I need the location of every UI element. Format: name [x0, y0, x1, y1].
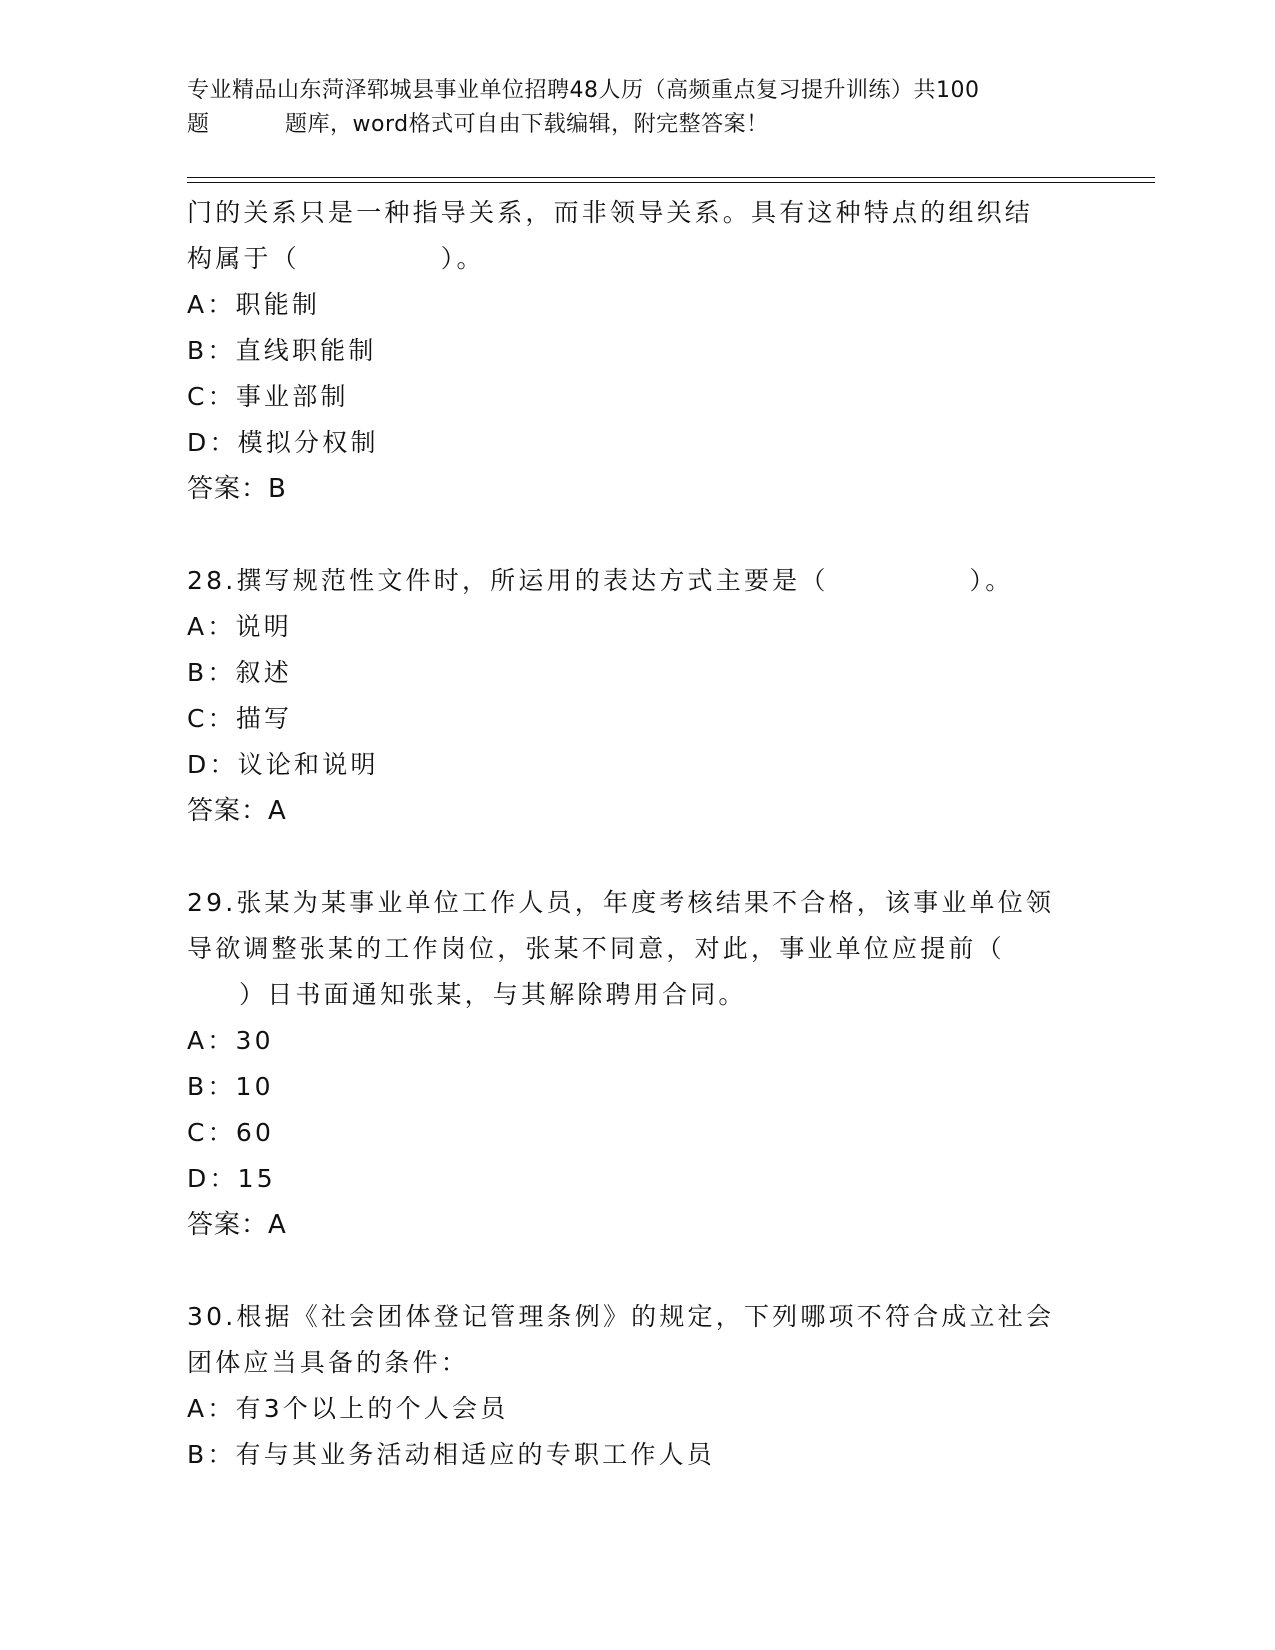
question-30 — [187, 1294, 1107, 1478]
header-subtitle-text: 题库，word格式可自由下载编辑，附完整答案！ — [285, 112, 769, 137]
question-stem: 构属于（ ）。 — [187, 244, 485, 273]
answer-text: 答案：A — [187, 1210, 287, 1240]
option-a: A：有3个以上的个人会员 — [187, 1394, 509, 1423]
question-stem: 28.撰写规范性文件时，所运用的表达方式主要是（ ）。 — [187, 566, 1014, 595]
question-29 — [187, 880, 1107, 1248]
header-divider-bottom — [187, 182, 1155, 183]
question-stem: 导欲调整张某的工作岗位，张某不同意，对此，事业单位应提前（ — [187, 934, 1005, 963]
option-d: D：模拟分权制 — [187, 428, 379, 457]
question-spacer — [187, 1248, 1107, 1294]
option-d: D：15 — [187, 1164, 276, 1193]
option-b: B：有与其业务活动相适应的专职工作人员 — [187, 1440, 715, 1469]
question-stem: 门的关系只是一种指导关系，而非领导关系。具有这种特点的组织结 — [187, 198, 1034, 227]
option-c: C：事业部制 — [187, 382, 349, 411]
header-line-2 — [187, 108, 1087, 142]
option-c: C：60 — [187, 1118, 275, 1147]
option-d: D：议论和说明 — [187, 750, 379, 779]
answer-text: 答案：B — [187, 474, 287, 504]
question-stem: 团体应当具备的条件： — [187, 1348, 470, 1377]
option-b: B：直线职能制 — [187, 336, 377, 365]
question-stem: 29.张某为某事业单位工作人员，年度考核结果不合格，该事业单位领 — [187, 888, 1055, 917]
document-header — [187, 74, 1087, 142]
option-c: C：描写 — [187, 704, 293, 733]
header-title-continuation: 题 — [187, 112, 210, 137]
question-27 — [187, 190, 1107, 512]
question-28 — [187, 558, 1107, 834]
option-a: A：说明 — [187, 612, 292, 641]
answer-text: 答案：A — [187, 796, 287, 826]
header-title-text: 专业精品山东菏泽郓城县事业单位招聘48人历（高频重点复习提升训练）共100 — [187, 78, 980, 103]
question-stem: 30.根据《社会团体登记管理条例》的规定，下列哪项不符合成立社会 — [187, 1302, 1055, 1331]
question-stem: ）日书面通知张某，与其解除聘用合同。 — [239, 980, 747, 1009]
question-spacer — [187, 834, 1107, 880]
question-content — [187, 190, 1107, 1478]
option-b: B：10 — [187, 1072, 274, 1101]
option-b: B：叙述 — [187, 658, 292, 687]
header-line-1 — [187, 74, 1087, 108]
question-spacer — [187, 512, 1107, 558]
option-a: A：30 — [187, 1026, 274, 1055]
option-a: A：职能制 — [187, 290, 321, 319]
header-divider-top — [187, 177, 1155, 178]
